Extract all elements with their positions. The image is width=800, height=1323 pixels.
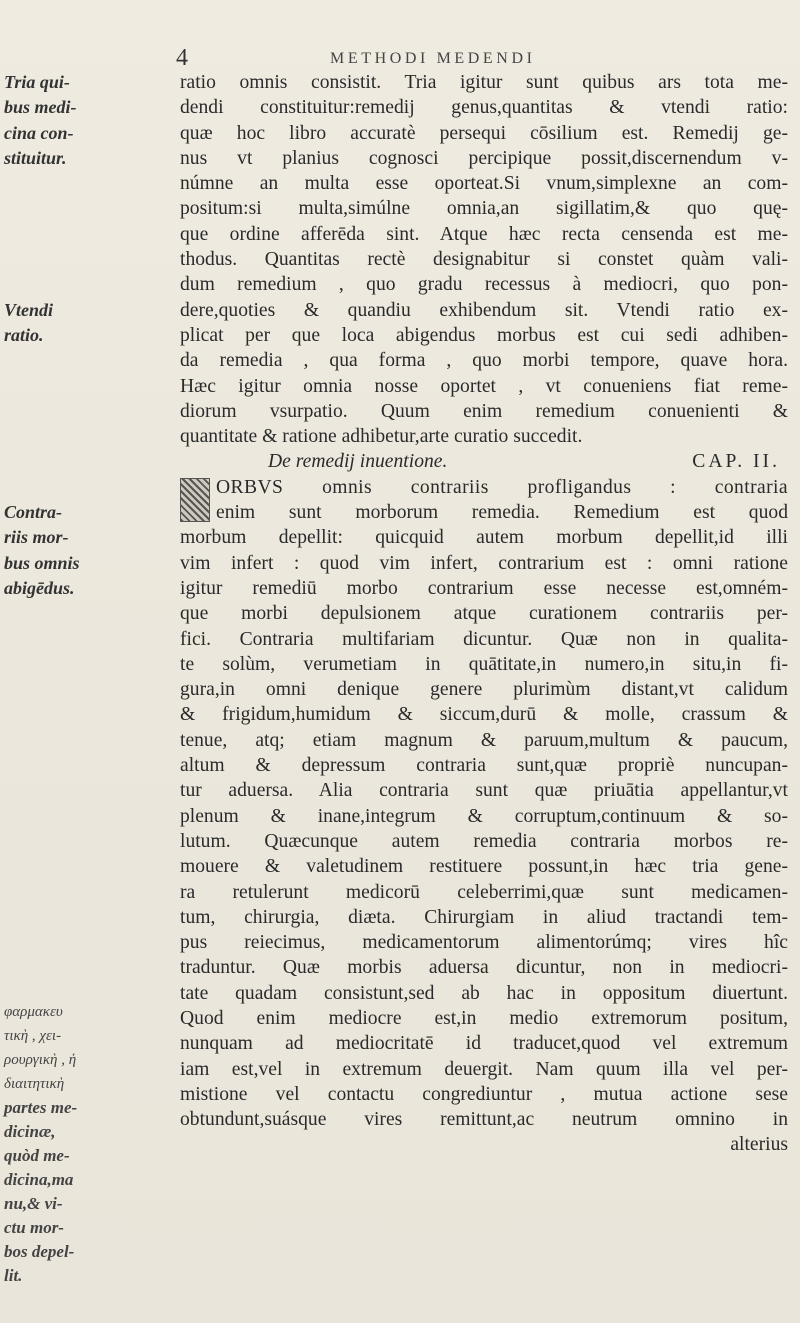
text-line: que morbi depulsionem atque curationem contrariis per-: [180, 603, 788, 625]
text-line: Quod enim mediocre est,in medio extremorum positum,: [180, 1007, 788, 1029]
text-line: diorum vsurpatio. Quum enim remedium conuenienti &: [180, 400, 788, 422]
margin-note-vtendi: [4, 298, 176, 349]
chapter-body: [180, 475, 788, 1158]
text-line: thodus. Quantitas rectè designabitur si constet quàm vali-: [180, 249, 788, 271]
text-line: ra retulerunt medicorū celeberrimi,quæ sunt medicamen-: [180, 881, 788, 903]
text-line: obtundunt,suásque vires remittunt,ac neutrum omnino in: [180, 1109, 788, 1131]
margin-note-line: τικὴ , χει-: [4, 1028, 62, 1044]
text-line: quantitate & ratione adhibetur,arte curatio succedit.: [180, 426, 583, 448]
margin-note-line: Contra-: [4, 502, 63, 522]
text-line: altum & depressum contraria sunt,quæ propriè nuncupan-: [180, 755, 788, 777]
margin-note-line: ctu mor-: [4, 1218, 64, 1237]
text-line: que ordine afferēda sint. Atque hæc recta censenda est me-: [180, 223, 788, 245]
catchword: alterius: [730, 1134, 788, 1156]
text-line: mouere & valetudinem restituere possunt,in hæc tria gene-: [180, 856, 788, 878]
text-line: te solùm, verumetiam in quātitate,in numero,in situ,in fi-: [180, 653, 788, 675]
margin-note-line: riis mor-: [4, 527, 69, 548]
text-line: tur aduersa. Alia contraria sunt quæ priuātia appellantur,vt: [180, 780, 788, 802]
text-line: igitur remediū morbo contrarium esse necesse est,omném-: [180, 577, 788, 599]
margin-note-partes: [4, 1000, 176, 1288]
margin-note-line: bus medi-: [4, 97, 77, 118]
text-line: gura,in omni denique genere plurimùm distant,vt calidum: [180, 679, 788, 701]
margin-note-line: Vtendi: [4, 300, 54, 320]
text-line: morbum depellit: quicquid autem morbum depellit,id illi: [180, 527, 788, 549]
text-line: quæ hoc libro accuratè persequi cōsilium est. Remedij ge-: [180, 122, 788, 144]
text-line: iam est,vel in extremum deuergit. Nam quum illa vel per-: [180, 1058, 788, 1080]
margin-note-line: ρουργικὴ , ἡ: [4, 1052, 77, 1068]
text-line: dere,quoties & quandiu exhibendum sit. Vtendi ratio ex-: [180, 299, 788, 321]
margin-note-contrariis: [4, 500, 176, 601]
text-line: tate quadam consistunt,sed ab hac in oppositum diuertunt.: [180, 982, 788, 1004]
chapter-number: CAP. II.: [692, 451, 780, 473]
text-line: fici. Contraria multifariam dicuntur. Quæ non in qualita-: [180, 628, 788, 650]
text-line: nunquam ad mediocritatē id traducet,quod vel extremum: [180, 1033, 788, 1055]
text-line: númne an multa esse oporteat.Si vnum,simplexne an com-: [180, 173, 788, 195]
text-line: ratio omnis consistit. Tria igitur sunt quibus ars tota me-: [180, 72, 788, 93]
chapter-heading: [180, 449, 788, 474]
margin-note-line: ratio.: [4, 325, 44, 346]
text-line: dum remedium , quo gradu recessus à mediocri, quo pon-: [180, 274, 788, 296]
margin-note-line: φαρμακευ: [4, 1004, 63, 1020]
margin-note-line: bus omnis: [4, 552, 80, 573]
text-line: vim infert : quod vim infert, contrarium est : omni ratione: [180, 552, 788, 574]
text-line: pus reiecimus, medicamentorum alimentorúmq; vires hîc: [180, 932, 788, 954]
margin-note-line: cina con-: [4, 122, 74, 143]
page-header: [0, 46, 800, 70]
page-number: 4: [176, 45, 188, 71]
text-line: ORBVS omnis contrariis profligandus : contraria: [216, 476, 788, 498]
text-line: positum:si multa,simúlne omnia,an sigillatim,& quo quę-: [180, 198, 788, 220]
main-text: [180, 70, 788, 1158]
running-title: METHODI MEDENDI: [330, 50, 536, 67]
margin-note-line: dicinæ,: [4, 1122, 56, 1141]
text-line: mistione vel contactu congrediuntur , mutua actione sese: [180, 1083, 788, 1105]
text-line: Hæc igitur omnia nosse oportet , vt conueniens fiat reme-: [180, 375, 788, 397]
margin-note-line: Tria qui-: [4, 72, 70, 92]
margin-note-line: stituitur.: [4, 147, 67, 168]
margin-note-line: dicina,ma: [4, 1170, 74, 1189]
ornamental-initial-icon: [180, 478, 210, 522]
margin-note-line: partes me-: [4, 1098, 78, 1117]
margin-note-line: abigēdus.: [4, 577, 75, 598]
margin-note-line: nu,& vi-: [4, 1194, 63, 1213]
text-line: enim sunt morborum remedia. Remedium est quod: [216, 502, 788, 524]
text-line: plenum & inane,integrum & corruptum,continuum & so-: [180, 805, 788, 827]
margin-note-line: quòd me-: [4, 1146, 70, 1165]
margin-note-line: διαιτητικὴ: [4, 1076, 65, 1092]
text-line: tenue, atq; etiam magnum & paruum,multum & paucum,: [180, 729, 788, 751]
margin-note-line: bos depel-: [4, 1242, 75, 1261]
text-line: & frigidum,humidum & siccum,durū & molle, crassum &: [180, 704, 788, 726]
text-line: plicat per que loca abigendus morbus est cui sedi adhiben-: [180, 324, 788, 346]
text-line: tum, chirurgia, diæta. Chirurgiam in aliud tractandi tem-: [180, 906, 788, 928]
text-line: da remedia , qua forma , quo morbi tempore, quave hora.: [180, 350, 788, 372]
text-line: lutum. Quæcunque autem remedia contraria morbos re-: [180, 830, 788, 852]
chapter-title: De remedij inuentione.: [268, 451, 448, 473]
text-line: traduntur. Quæ morbis aduersa dicuntur, non in mediocri-: [180, 957, 788, 979]
text-line: nus vt planius cognosci percipique possit,discernendum v-: [180, 147, 788, 169]
margin-note-line: lit.: [4, 1266, 23, 1285]
text-line: dendi constituitur:remedij genus,quantitas & vtendi ratio:: [180, 97, 788, 119]
margin-note-tria: [4, 70, 176, 171]
